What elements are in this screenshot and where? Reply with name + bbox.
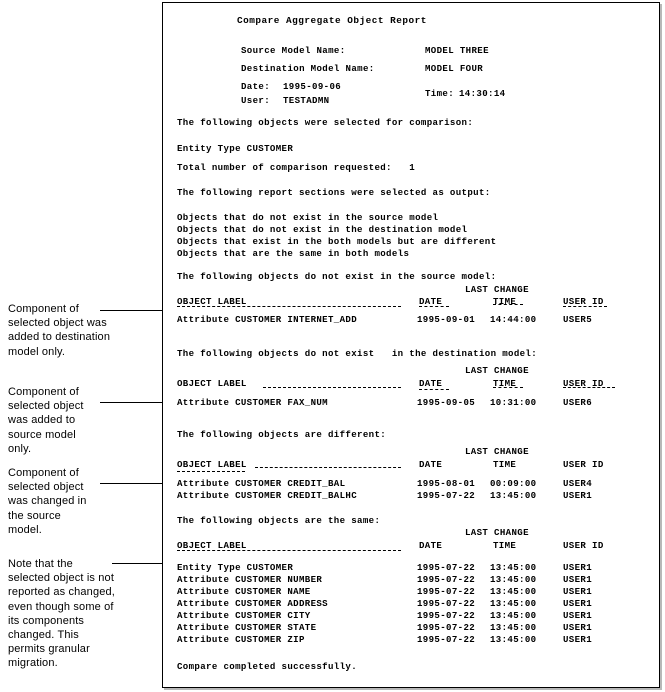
column-rule	[177, 471, 245, 472]
table-row: Entity Type CUSTOMER	[177, 562, 294, 573]
annotation-changed-in-source	[8, 466, 126, 537]
table-cell-time: 13:45:00	[490, 490, 537, 501]
annotation-line: migration.	[8, 657, 58, 670]
table-row: Attribute CUSTOMER FAX_NUM	[177, 397, 328, 408]
table-cell-user: USER1	[563, 610, 593, 621]
report-footer-status: Compare completed successfully.	[177, 661, 358, 672]
annotation-line: added to destination	[8, 331, 111, 344]
column-group-last-change: LAST CHANGE	[465, 365, 529, 376]
annotation-line: selected object is not	[8, 572, 115, 585]
annotation-line: changed. This	[8, 629, 79, 642]
table-cell-user: USER5	[563, 314, 593, 325]
table-row: Attribute CUSTOMER CREDIT_BALHC	[177, 490, 358, 501]
column-group-last-change: LAST CHANGE	[465, 284, 529, 295]
annotation-line: selected object	[8, 400, 84, 413]
selection-object: Entity Type CUSTOMER	[177, 143, 294, 154]
table-cell-time: 10:31:00	[490, 397, 537, 408]
table-cell-user: USER1	[563, 490, 593, 501]
column-header-user-id: USER ID	[563, 378, 604, 389]
column-header-time: TIME	[493, 459, 517, 470]
annotation-line: only.	[8, 442, 32, 455]
column-rule	[177, 550, 401, 551]
column-header-user-id: USER ID	[563, 296, 604, 307]
table-cell-date: 1995-07-22	[417, 490, 476, 501]
column-rule	[419, 389, 449, 390]
user-label: User:	[241, 95, 271, 106]
source-model-label: Source Model Name:	[241, 45, 346, 56]
table-cell-date: 1995-09-01	[417, 314, 476, 325]
destination-model-label: Destination Model Name:	[241, 63, 375, 74]
table-cell-user: USER1	[563, 586, 593, 597]
table-row: Attribute CUSTOMER NUMBER	[177, 574, 323, 585]
table-cell-user: USER1	[563, 574, 593, 585]
column-header-object-label: OBJECT LABEL	[177, 378, 247, 389]
annotation-line: source model	[8, 428, 76, 441]
table-cell-time: 13:45:00	[490, 562, 537, 573]
date-value: 1995-09-06	[283, 81, 342, 92]
leader-line-added-to-destination	[100, 310, 163, 311]
table-cell-date: 1995-07-22	[417, 586, 476, 597]
annotation-line: model only.	[8, 345, 66, 358]
table-cell-date: 1995-07-22	[417, 562, 476, 573]
column-rule	[493, 304, 523, 305]
table-cell-time: 13:45:00	[490, 586, 537, 597]
table-cell-user: USER6	[563, 397, 593, 408]
report-window	[162, 2, 660, 688]
date-label: Date:	[241, 81, 271, 92]
table-row: Attribute CUSTOMER CREDIT_BAL	[177, 478, 346, 489]
table-row: Attribute CUSTOMER STATE	[177, 622, 317, 633]
column-header-user-id: USER ID	[563, 540, 604, 551]
column-header-time: TIME	[493, 296, 517, 307]
section-heading-not-in-source: The following objects do not exist in the source model:	[177, 271, 497, 282]
report-body	[163, 3, 659, 687]
table-cell-date: 1995-07-22	[417, 610, 476, 621]
output-section-option: Objects that do not exist in the destination model	[177, 224, 468, 235]
table-cell-time: 13:45:00	[490, 622, 537, 633]
annotation-line: its components	[8, 614, 85, 627]
table-row: Attribute CUSTOMER ZIP	[177, 634, 305, 645]
annotation-line: selected object was	[8, 317, 107, 330]
annotation-line: model.	[8, 523, 42, 536]
annotation-line: Component of	[8, 386, 79, 398]
column-rule	[419, 306, 449, 307]
column-header-date: DATE	[419, 459, 443, 470]
time-label: Time:	[425, 88, 455, 99]
column-rule	[263, 387, 401, 388]
column-header-date: DATE	[419, 540, 443, 551]
annotation-line: Note that the	[8, 558, 73, 570]
table-cell-time: 13:45:00	[490, 634, 537, 645]
output-section-option: Objects that exist in the both models but are different	[177, 236, 497, 247]
table-cell-user: USER1	[563, 598, 593, 609]
destination-model-value: MODEL FOUR	[425, 63, 484, 74]
table-cell-time: 13:45:00	[490, 610, 537, 621]
annotation-added-to-source	[8, 385, 126, 456]
annotation-line: permits granular	[8, 643, 90, 656]
table-cell-user: USER4	[563, 478, 593, 489]
leader-line-changed-in-source	[100, 483, 163, 484]
table-cell-user: USER1	[563, 634, 593, 645]
column-rule	[255, 467, 401, 468]
table-cell-date: 1995-07-22	[417, 574, 476, 585]
leader-line-added-to-source	[100, 402, 163, 403]
output-section-option: Objects that do not exist in the source model	[177, 212, 439, 223]
section-heading-not-in-destination: The following objects do not exist in the destination model:	[177, 348, 538, 359]
annotation-line: reported as changed,	[8, 586, 115, 599]
column-header-object-label: OBJECT LABEL	[177, 459, 247, 470]
column-header-date: DATE	[419, 296, 443, 307]
table-row: Attribute CUSTOMER NAME	[177, 586, 311, 597]
annotation-line: selected object	[8, 481, 84, 494]
table-row: Attribute CUSTOMER CITY	[177, 610, 311, 621]
table-cell-user: USER1	[563, 562, 593, 573]
table-row: Attribute CUSTOMER ADDRESS	[177, 598, 328, 609]
table-cell-time: 14:44:00	[490, 314, 537, 325]
table-cell-date: 1995-07-22	[417, 622, 476, 633]
table-cell-time: 00:09:00	[490, 478, 537, 489]
column-rule	[563, 387, 615, 388]
column-header-date: DATE	[419, 378, 443, 389]
time-value: 14:30:14	[459, 88, 506, 99]
section-heading-different: The following objects are different:	[177, 429, 387, 440]
leader-line-granular-migration	[112, 563, 163, 564]
column-header-object-label: OBJECT LABEL	[177, 296, 247, 307]
column-rule	[563, 306, 607, 307]
report-title: Compare Aggregate Object Report	[237, 15, 427, 26]
table-cell-user: USER1	[563, 622, 593, 633]
annotation-column	[0, 0, 162, 692]
table-cell-time: 13:45:00	[490, 598, 537, 609]
annotation-line: was changed in	[8, 495, 87, 508]
table-row: Attribute CUSTOMER INTERNET_ADD	[177, 314, 358, 325]
annotation-granular-migration	[8, 557, 126, 671]
table-cell-date: 1995-07-22	[417, 598, 476, 609]
table-cell-time: 13:45:00	[490, 574, 537, 585]
output-section-option: Objects that are the same in both models	[177, 248, 410, 259]
selection-total: Total number of comparison requested: 1	[177, 162, 416, 173]
annotation-line: Component of	[8, 303, 79, 315]
annotation-line: even though some of	[8, 600, 114, 613]
column-header-time: TIME	[493, 540, 517, 551]
column-group-last-change: LAST CHANGE	[465, 446, 529, 457]
column-group-last-change: LAST CHANGE	[465, 527, 529, 538]
user-value: TESTADMN	[283, 95, 330, 106]
selection-sections-intro: The following report sections were selected as output:	[177, 187, 491, 198]
column-header-time: TIME	[493, 378, 517, 389]
source-model-value: MODEL THREE	[425, 45, 489, 56]
column-header-object-label: OBJECT LABEL	[177, 540, 247, 551]
table-cell-date: 1995-08-01	[417, 478, 476, 489]
selection-intro: The following objects were selected for comparison:	[177, 117, 474, 128]
section-heading-same: The following objects are the same:	[177, 515, 381, 526]
column-header-user-id: USER ID	[563, 459, 604, 470]
column-rule	[493, 387, 523, 388]
annotation-line: the source	[8, 509, 61, 522]
table-cell-date: 1995-07-22	[417, 634, 476, 645]
table-cell-date: 1995-09-05	[417, 397, 476, 408]
column-rule	[177, 306, 401, 307]
annotation-line: Component of	[8, 467, 79, 479]
annotation-line: was added to	[8, 414, 76, 427]
